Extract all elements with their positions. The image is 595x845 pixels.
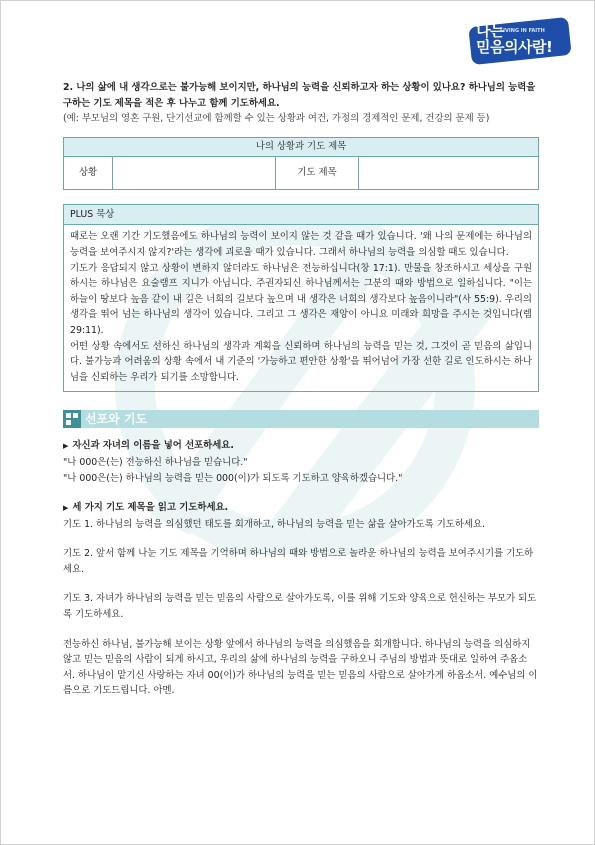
table-title: 나의 상황과 기도 제목 [64,137,539,156]
logo-line3: 믿음의사람! [476,38,553,56]
triangle-bullet-icon: ▶ [63,442,69,451]
plus-paragraph: 어떤 상황 속에서도 선하신 하나님의 생각과 계획을 신뢰하며 하나님의 능력을 믿는 것, 그것이 곧 믿음의 삶입니다. 불가능과 어려움의 상황 속에서 내 기준의 '가능하고 편안한 상황'을 뛰어넘어 가장 선한 길로 인도하시는 하나님을 신뢰하는 우리가 되기를 소망합니다. [70,340,532,383]
prayers-heading: ▶ 세 가지 기도 제목을 읽고 기도하세요. [63,502,229,514]
prayer-item: 기도 1. 하나님의 능력을 의심했던 태도를 회개하고, 하나님의 능력을 믿는 삶을 살아가도록 기도하세요. [63,518,485,530]
plus-meditation-box [63,204,539,393]
plus-paragraph: 때로는 오랜 기간 기도했음에도 하나님의 능력이 보이지 않는 것 같을 때가 있습니다. '왜 나의 문제에는 하나님의 능력을 보여주시지 않지?'라는 생각에 괴로울 때가 있습니다. 그래서 하나님의 능력을 의심할 때도 있습니다. [70,231,532,258]
plus-paragraph: 기도가 응답되지 않고 상황이 변하지 않더라도 하나님은 전능하십니다(창 17:1). 만물을 창조하시고 세상을 구원하시는 하나님은 요술램프 지니가 아닙니다. 주권자되신 하나님께서는 그분의 때와 방법으로 일하십니다. "이는 하늘이 땅보다 높음 같이 내 길은 너희의 길보다 높으며 내 생각은 너희의 생각보다 높음이니라"(사 55:9). 우리의 생각을 뛰어 넘는 하나님의 생각이 있습니다. 그리고 그 생각은 재앙이 아니요 미래와 희망을 주시는 것입니다(렘 29:11). [70,262,532,336]
logo-line1: 나는 [476,22,504,40]
logo-line2: LIVING IN FAITH [500,28,545,34]
prayer-label: 기도 제목 [276,156,359,189]
example-text: (예: 부모님의 영혼 구원, 단기선교에 함께할 수 있는 상황과 여건, 가정의 경제적인 문제, 건강의 문제 등) [63,113,490,125]
situation-label: 상황 [64,156,113,189]
situation-table [63,137,539,190]
section-title: 선포와 기도 [85,412,148,427]
situation-input[interactable] [113,156,276,189]
section-header [63,410,539,428]
triangle-bullet-icon: ▶ [63,504,69,513]
section-icon [63,410,81,428]
question-text: 2. 나의 삶에 내 생각으로는 불가능해 보이지만, 하나님의 능력을 신뢰하고자 하는 상황이 있나요? 하나님의 능력을 구하는 기도 제목을 적은 후 나누고 함께 기도하세요. [63,82,536,109]
declare-heading: ▶ 자신과 자녀의 이름을 넣어 선포하세요. [63,440,234,452]
declare-line: "나 000은(는) 전능하신 하나님을 믿습니다." [63,456,248,468]
worksheet-content [63,80,539,699]
prayer-item: 기도 3. 자녀가 하나님의 능력을 믿는 믿음의 사람으로 살아가도록, 이를 위해 기도와 양육으로 헌신하는 부모가 되도록 기도하세요. [63,593,537,621]
declare-line: "나 000은(는) 하나님의 능력을 믿는 000(이)가 되도록 기도하고 양육하겠습니다." [63,472,403,484]
closing-prayer: 전능하신 하나님, 불가능해 보이는 상황 앞에서 하나님의 능력을 의심했음을 회개합니다. 하나님의 능력을 의심하지 않고 믿는 믿음의 사람이 되게 하시고, 우리의 삶에 하나님의 능력을 구하오니 주님의 방법과 뜻대로 일하여 주옵소서. 하나님이 맡기신 사랑하는 자녀 00(이)가 하나님의 능력을 믿는 믿음의 사람으로 살아가게 하옵소서. 예수님의 이름으로 기도드립니다. 아멘. [63,638,538,697]
prayer-item: 기도 2. 앞서 함께 나눈 기도 제목을 기억하며 하나님의 때와 방법으로 놀라운 하나님의 능력을 보여주시기를 기도하세요. [63,548,534,575]
brand-logo [470,18,575,64]
prayer-input[interactable] [359,156,539,189]
plus-title: PLUS 묵상 [64,205,538,226]
